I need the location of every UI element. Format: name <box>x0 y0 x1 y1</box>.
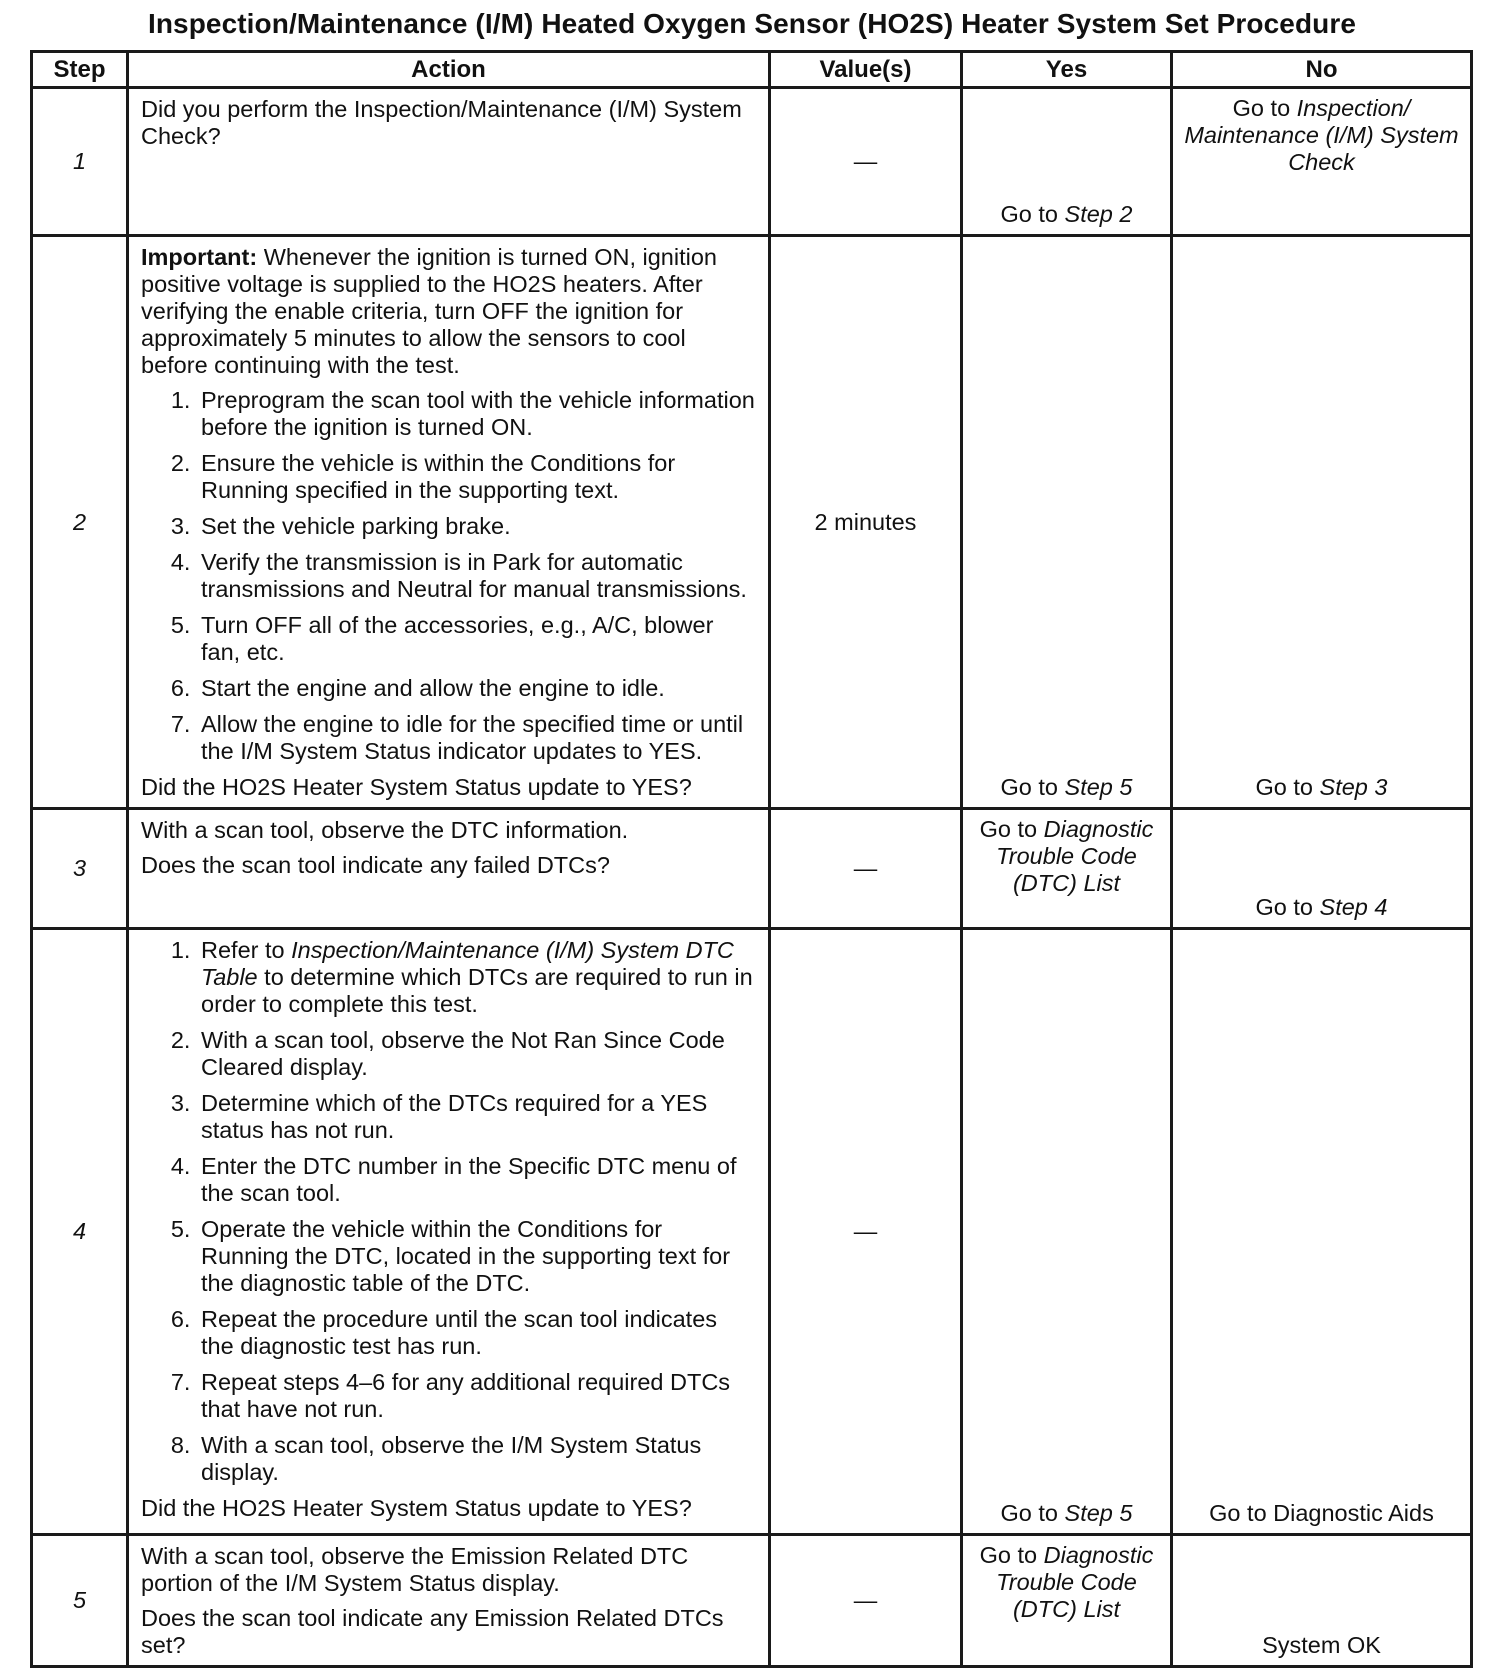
list-item: 8. With a scan tool, observe the I/M System Status display. <box>197 1432 756 1486</box>
table-row <box>32 88 1472 236</box>
no-link[interactable]: Step 3 <box>1319 774 1388 800</box>
no-cell <box>1172 88 1472 236</box>
yes-cell <box>962 1535 1172 1667</box>
action-question: Does the scan tool indicate any failed DTCs? <box>141 852 610 878</box>
important-note <box>141 244 756 379</box>
step-number: 3 <box>32 809 128 929</box>
list-item: 7. Allow the engine to idle for the specified time or until the I/M System Status indicator updates to YES. <box>197 711 756 765</box>
table-row <box>32 929 1472 1535</box>
important-text: Whenever the ignition is turned ON, ignition positive voltage is supplied to the HO2S heaters. After verifying the enable criteria, turn OFF the ignition for approximately 5 minutes to allow the sensors to cool before continuing with the test. <box>141 244 717 378</box>
important-label: Important: <box>141 244 258 270</box>
action-cell <box>128 236 770 809</box>
yes-link[interactable]: Diagnostic Trouble Code (DTC) List <box>996 1542 1154 1622</box>
procedure-list <box>141 937 756 1486</box>
list-item: 5. Operate the vehicle within the Conditions for Running the DTC, located in the supporting text for the diagnostic table of the DTC. <box>197 1216 756 1297</box>
list-item: 4. Enter the DTC number in the Specific DTC menu of the scan tool. <box>197 1153 756 1207</box>
yes-link[interactable]: Step 5 <box>1064 774 1133 800</box>
yes-prefix: Go to <box>1000 774 1065 800</box>
list-item: 3. Determine which of the DTCs required for a YES status has not run. <box>197 1090 756 1144</box>
procedure-table <box>30 50 1473 1668</box>
no-cell <box>1172 1535 1472 1667</box>
action-text: With a scan tool, observe the DTC information. <box>141 817 629 843</box>
yes-prefix: Go to <box>979 1542 1044 1568</box>
procedure-list <box>141 387 756 765</box>
header-values: Value(s) <box>770 52 962 88</box>
list-item: 2. Ensure the vehicle is within the Conditions for Running specified in the supporting text. <box>197 450 756 504</box>
action-cell <box>128 88 770 236</box>
step-number: 5 <box>32 1535 128 1667</box>
yes-prefix: Go to <box>1000 1500 1065 1526</box>
no-link[interactable]: Inspection/ Maintenance (I/M) System Check <box>1184 95 1459 175</box>
value-cell: — <box>770 929 962 1535</box>
list-item: 6. Repeat the procedure until the scan tool indicates the diagnostic test has run. <box>197 1306 756 1360</box>
no-prefix: Go to <box>1255 774 1320 800</box>
header-action: Action <box>128 52 770 88</box>
table-row <box>32 809 1472 929</box>
step-number: 1 <box>32 88 128 236</box>
action-text: Did you perform the Inspection/Maintenance (I/M) System Check? <box>141 96 742 149</box>
step-number: 2 <box>32 236 128 809</box>
no-prefix: Go to <box>1232 95 1297 121</box>
value-cell: — <box>770 1535 962 1667</box>
table-header-row <box>32 52 1472 88</box>
no-cell <box>1172 929 1472 1535</box>
step-number: 4 <box>32 929 128 1535</box>
yes-link[interactable]: Step 2 <box>1064 201 1133 227</box>
yes-cell <box>962 929 1172 1535</box>
action-cell <box>128 1535 770 1667</box>
list-item: 4. Verify the transmission is in Park for automatic transmissions and Neutral for manual transmissions. <box>197 549 756 603</box>
no-result: System OK <box>1262 1632 1381 1658</box>
header-yes: Yes <box>962 52 1172 88</box>
item-prefix: Refer to <box>201 937 292 963</box>
list-item <box>197 937 756 1018</box>
action-question: Does the scan tool indicate any Emission Related DTCs set? <box>141 1605 724 1658</box>
header-no: No <box>1172 52 1472 88</box>
list-item: 1. Preprogram the scan tool with the vehicle information before the ignition is turned ON. <box>197 387 756 441</box>
list-item: 7. Repeat steps 4–6 for any additional required DTCs that have not run. <box>197 1369 756 1423</box>
action-cell <box>128 809 770 929</box>
yes-cell <box>962 88 1172 236</box>
value-cell: — <box>770 88 962 236</box>
yes-link[interactable]: Diagnostic Trouble Code (DTC) List <box>996 816 1154 896</box>
value-cell: 2 minutes <box>770 236 962 809</box>
page-title: Inspection/Maintenance (I/M) Heated Oxygen Sensor (HO2S) Heater System Set Procedure <box>147 8 1357 39</box>
no-cell <box>1172 236 1472 809</box>
value-cell: — <box>770 809 962 929</box>
yes-prefix: Go to <box>979 816 1044 842</box>
table-row <box>32 1535 1472 1667</box>
table-row <box>32 236 1472 809</box>
no-link[interactable]: Go to Diagnostic Aids <box>1209 1500 1434 1526</box>
action-question: Did the HO2S Heater System Status update to YES? <box>141 1495 692 1521</box>
yes-cell <box>962 809 1172 929</box>
yes-cell <box>962 236 1172 809</box>
no-cell <box>1172 809 1472 929</box>
item-link[interactable]: Inspection/Maintenance (I/M) System DTC Table <box>201 937 734 990</box>
item-suffix: to determine which DTCs are required to run in order to complete this test. <box>201 964 753 1017</box>
action-text: With a scan tool, observe the Emission Related DTC portion of the I/M System Status display. <box>141 1543 689 1596</box>
list-item: 2. With a scan tool, observe the Not Ran Since Code Cleared display. <box>197 1027 756 1081</box>
yes-prefix: Go to <box>1000 201 1065 227</box>
action-cell <box>128 929 770 1535</box>
list-item: 5. Turn OFF all of the accessories, e.g., A/C, blower fan, etc. <box>197 612 756 666</box>
list-item: 3. Set the vehicle parking brake. <box>197 513 756 540</box>
action-question: Did the HO2S Heater System Status update to YES? <box>141 774 692 800</box>
yes-link[interactable]: Step 5 <box>1064 1500 1133 1526</box>
no-prefix: Go to <box>1255 894 1320 920</box>
header-step: Step <box>32 52 128 88</box>
no-link[interactable]: Step 4 <box>1319 894 1388 920</box>
list-item: 6. Start the engine and allow the engine to idle. <box>197 675 756 702</box>
